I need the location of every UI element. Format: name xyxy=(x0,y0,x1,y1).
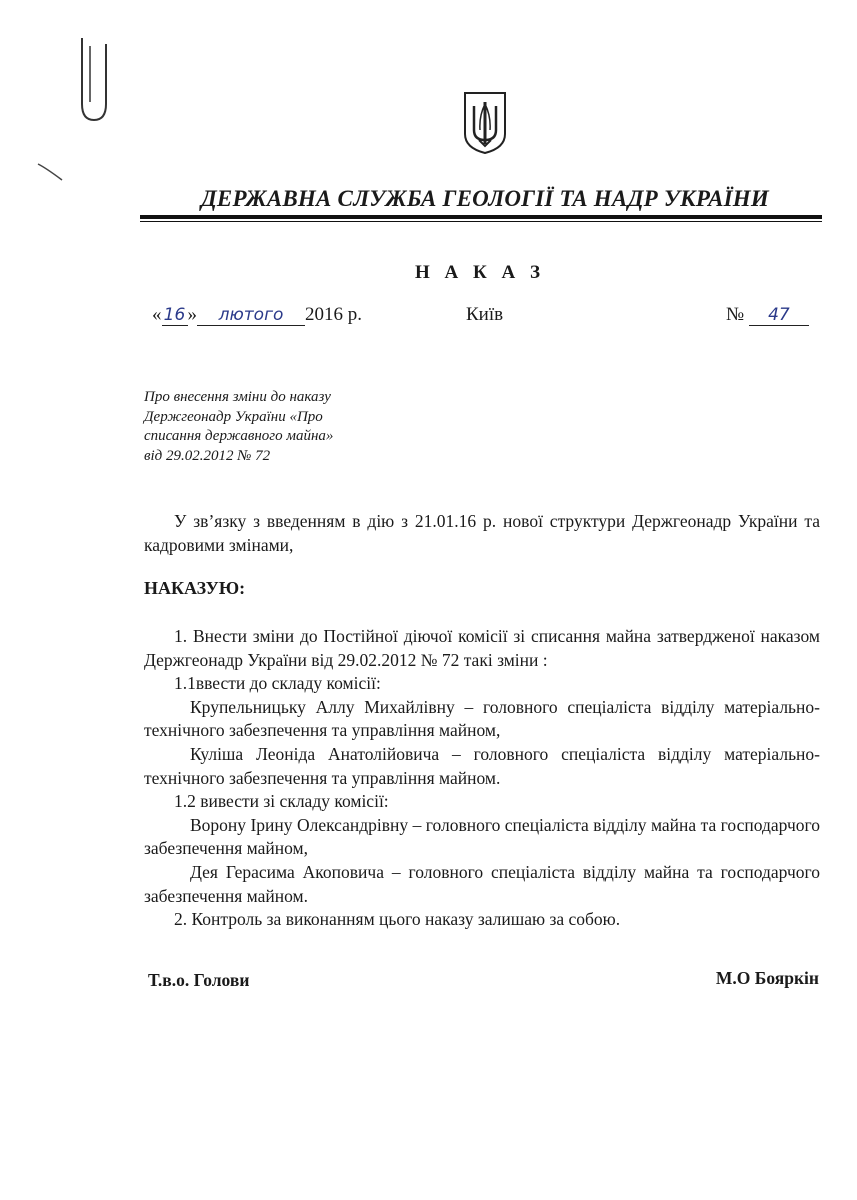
number-prefix: № xyxy=(726,304,745,325)
document-type: Н А К А З xyxy=(414,262,546,283)
header-rule-thin xyxy=(140,221,822,222)
item-1-1: 1.1ввести до складу комісії: xyxy=(174,673,381,694)
subject-line: списання державного майна» xyxy=(144,428,334,444)
signatory-position: Т.в.о. Голови xyxy=(148,970,250,990)
order-city: Київ xyxy=(466,304,504,325)
preamble-paragraph: У зв’язку з введенням в дію з 21.01.16 р. нової структури Держгеонадр України та кадровими змінами, xyxy=(144,511,820,555)
subject-line: від 29.02.2012 № 72 xyxy=(144,447,271,464)
item-1: 1. Внести зміни до Постійної діючої комісії зі списання майна затвердженої наказом Держгеонадр України від 29.02.2012 № 72 такі зміни : xyxy=(144,626,820,670)
person-added-1: Крупельницьку Аллу Михайлівну – головного спеціаліста відділу матеріально-технічного забезпечення та управління майном, xyxy=(144,696,820,741)
date-day: 16 xyxy=(162,305,188,326)
item-1-2: 1.2 вивести зі складу комісії: xyxy=(174,791,389,812)
order-subject xyxy=(144,388,384,466)
item-2: 2. Контроль за виконанням цього наказу залишаю за собою. xyxy=(174,909,621,930)
order-heading: НАКАЗУЮ: xyxy=(144,578,246,598)
person-removed-1: Ворону Ірину Олександрівну – головного спеціаліста відділу майна та господарчого забезпечення майном, xyxy=(144,814,820,859)
date-open-quote: « xyxy=(152,304,162,325)
number-value: 47 xyxy=(749,305,809,326)
date-year: 2016 р. xyxy=(305,304,362,325)
date-close-quote: » xyxy=(187,304,197,325)
pen-mark-icon xyxy=(36,160,66,184)
signatory-name: М.О Бояркін xyxy=(715,968,819,988)
order-date xyxy=(152,304,362,326)
date-month: лютого xyxy=(197,305,305,326)
order-number xyxy=(726,304,809,326)
subject-line: Держгеонадр України «Про xyxy=(144,408,323,425)
order-items xyxy=(144,625,820,932)
coat-of-arms-icon xyxy=(462,90,508,156)
person-removed-2: Дея Герасима Акоповича – головного спеціаліста відділу майна та господарчого забезпечення майном. xyxy=(144,861,820,906)
person-added-2: Куліша Леоніда Анатолійовича – головного спеціаліста відділу матеріально-технічного забезпечення та управління майном. xyxy=(144,743,820,788)
header-rule-thick xyxy=(140,215,822,219)
subject-line: Про внесення зміни до наказу xyxy=(144,389,331,405)
paperclip-icon xyxy=(74,34,114,124)
organization-title: ДЕРЖАВНА СЛУЖБА ГЕОЛОГІЇ ТА НАДР УКРАЇНИ xyxy=(201,186,769,211)
